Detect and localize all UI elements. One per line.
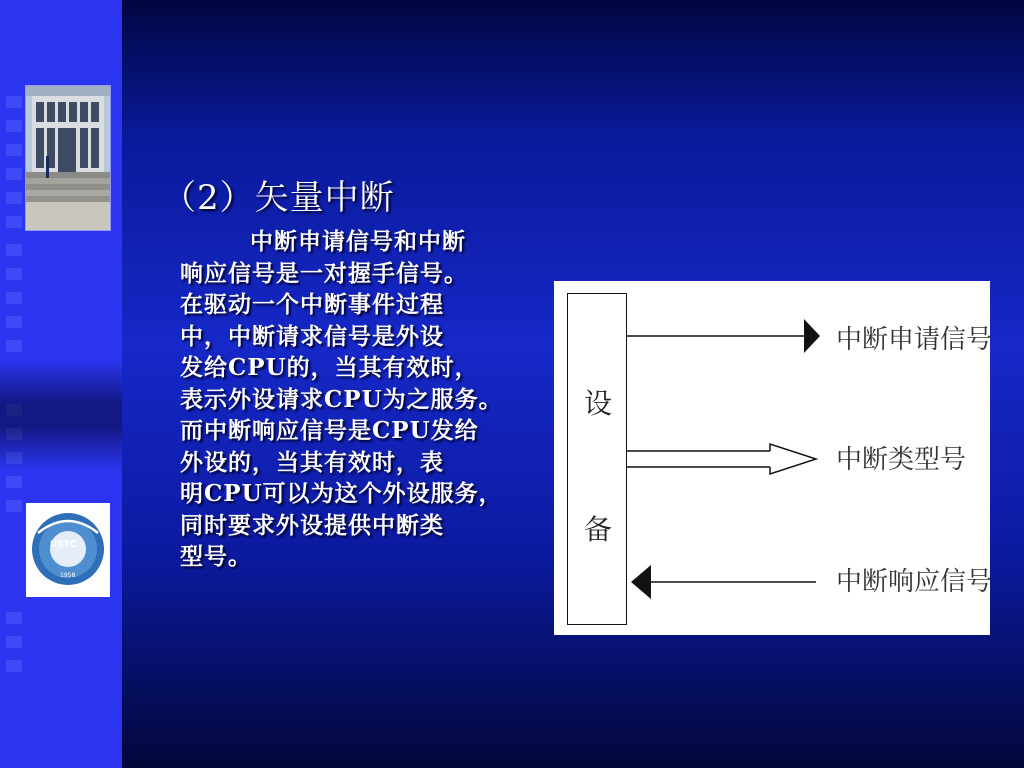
paragraph-line: 在驱动一个中断事件过程 bbox=[180, 291, 444, 318]
acknowledge-arrow bbox=[631, 565, 816, 599]
signal-label-type-number: 中断类型号 bbox=[836, 445, 967, 475]
device-label-bottom: 备 bbox=[583, 513, 612, 546]
sidebar-dark-band bbox=[0, 360, 122, 470]
signal-label-acknowledge: 中断响应信号 bbox=[836, 567, 993, 597]
paragraph-line: 响应信号是一对握手信号。 bbox=[180, 259, 468, 287]
paragraph-line: 型号。 bbox=[180, 543, 252, 570]
slide-paragraph bbox=[180, 226, 550, 573]
device-label-top: 设 bbox=[583, 387, 612, 420]
logo-text: USTC bbox=[50, 540, 77, 550]
sidebar-decoration bbox=[0, 0, 122, 768]
paragraph-line: 中断申请信号和中断 bbox=[250, 228, 466, 255]
paragraph-line: 明CPU可以为这个外设服务， bbox=[180, 480, 503, 507]
logo-year: 1958 bbox=[60, 572, 76, 579]
signal-label-request: 中断申请信号 bbox=[836, 325, 993, 355]
paragraph-line: 外设的，当其有效时，表 bbox=[180, 448, 444, 476]
paragraph-line: 而中断响应信号是CPU发给 bbox=[180, 417, 479, 444]
paragraph-line: 发给CPU的，当其有效时， bbox=[180, 354, 479, 381]
request-arrow bbox=[627, 319, 820, 353]
slide-title: （2）矢量中断 bbox=[162, 178, 395, 218]
paragraph-line: 中，中断请求信号是外设 bbox=[180, 322, 444, 350]
interrupt-signal-diagram bbox=[554, 281, 993, 635]
paragraph-line: 同时要求外设提供中断类 bbox=[180, 511, 444, 539]
paragraph-line: 表示外设请求CPU为之服务。 bbox=[180, 385, 503, 413]
ustc-logo bbox=[26, 503, 110, 597]
type-number-arrow bbox=[627, 444, 816, 474]
building-photo bbox=[26, 86, 110, 230]
